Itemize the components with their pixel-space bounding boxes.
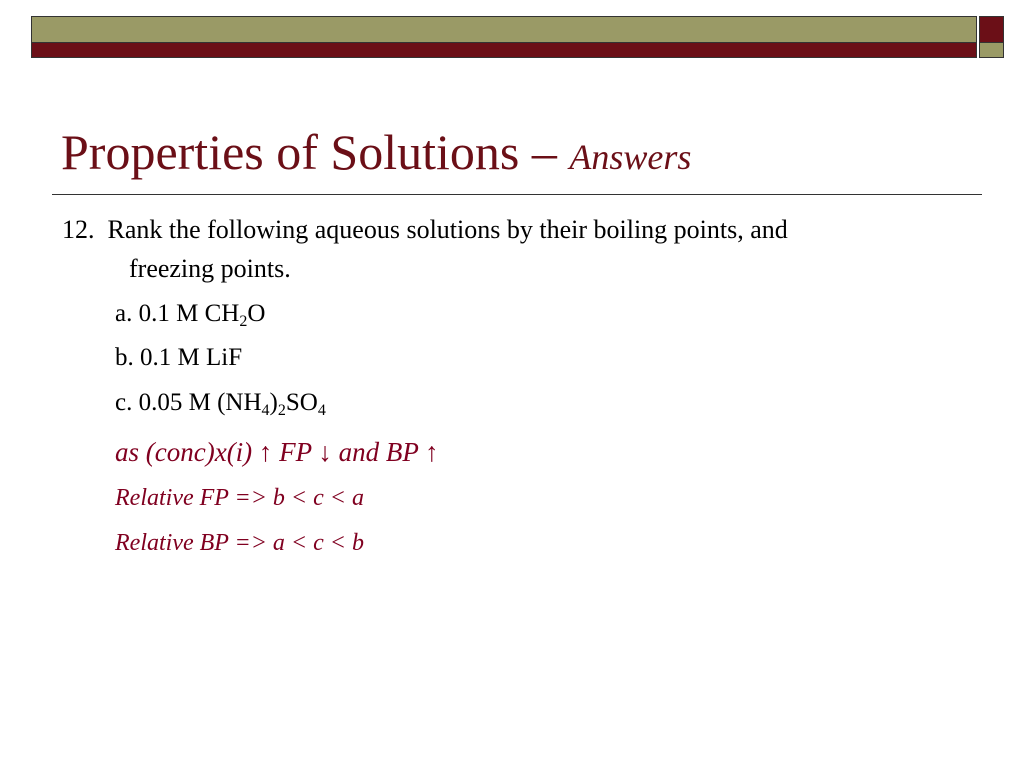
item-b-text: b. 0.1 M LiF: [115, 344, 243, 371]
item-a-sub: 2: [239, 313, 248, 330]
header-square-olive: [979, 42, 1004, 58]
item-c-sub2: 2: [277, 402, 286, 419]
item-c-sub1: 4: [261, 402, 270, 419]
item-c-prefix: c. 0.05 M (NH: [115, 389, 262, 416]
item-c-mid2: SO: [285, 389, 318, 416]
title-main: Properties of Solutions –: [61, 124, 570, 180]
header-bar-olive: [31, 16, 977, 43]
item-a-prefix: a. 0.1 M CH: [115, 300, 240, 327]
answer-rule: as (conc)x(i) ↑ FP ↓ and BP ↑: [115, 437, 439, 467]
slide-title: [61, 122, 691, 187]
item-c: [115, 386, 326, 420]
question-text-1: Rank the following aqueous solutions by their boiling points, and: [107, 215, 788, 244]
item-a: [115, 297, 265, 331]
question-line-1: [62, 213, 788, 247]
header-square-maroon: [979, 16, 1004, 43]
title-divider: [52, 194, 982, 195]
item-a-suffix: O: [247, 300, 266, 327]
answer-fp: Relative FP => b < c < a: [115, 485, 364, 511]
title-italic: Answers: [569, 137, 692, 177]
question-number: 12.: [62, 215, 95, 244]
item-c-mid: ): [269, 389, 278, 416]
question-text-2: freezing points.: [129, 254, 291, 283]
question-line-2: [129, 252, 291, 286]
answer-bp: Relative BP => a < c < b: [115, 530, 364, 556]
item-b: [115, 341, 242, 375]
item-c-sub3: 4: [317, 402, 326, 419]
header-bar-maroon: [31, 42, 977, 58]
